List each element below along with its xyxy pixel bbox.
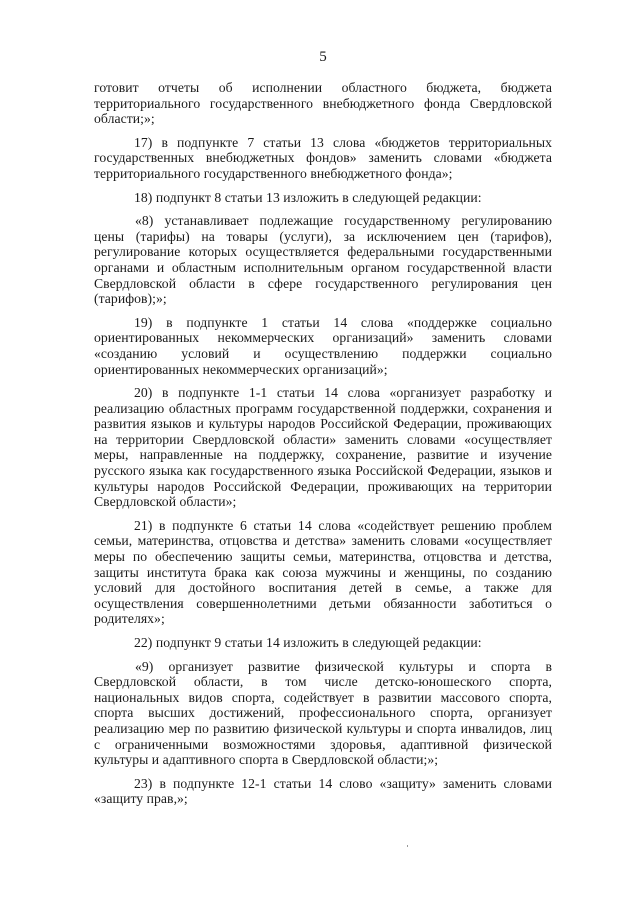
paragraph-item-22-quote: «9) организует развитие физической культуры и спорта в Свердловской области, в том числе детско-юношеского спорта, национальных видов спорта, содействует в развитии массового спорта, спорта высших достижений, профессионального спорта, организует реализацию мер по развитию физической культуры и спорта инвалидов, лиц с ограниченными возможностями здоровья, адаптивной физической культуры и адаптивного спорта в Свердловской области;»;	[94, 658, 552, 768]
paragraph-continuation: готовит отчеты об исполнении областного бюджета, бюджета территориального государственного внебюджетного фонда Свердловской области;»;	[94, 80, 552, 127]
paragraph-item-18: 18) подпункт 8 статьи 13 изложить в следующей редакции:	[134, 189, 482, 205]
paragraph-item-19: 19) в подпункте 1 статьи 14 слова «поддержке социально ориентированных некоммерческих организаций» заменить словами «созданию условий и осуществлению поддержки социально ориентированных некоммерческих организаций»;	[94, 314, 552, 377]
paragraph-item-20: 20) в подпункте 1-1 статьи 14 слова «организует разработку и реализацию областных программ государственной поддержки, сохранения и развития языков и культуры народов Российской Федерации, проживающих на территории Свердловской области» заменить словами «осуществляет меры, направленные на поддержку, сохранение, развитие и изучение русского языка как государственного языка Российской Федерации, языков и культуры народов Российской Федерации, проживающих на территории Свердловской области»;	[94, 385, 552, 510]
paragraph-item-23: 23) в подпункте 12-1 статьи 14 слово «защиту» заменить словами «защиту прав,»;	[94, 775, 552, 807]
scan-speck	[407, 845, 408, 847]
paragraph-item-18-quote: «8) устанавливает подлежащие государственному регулированию цены (тарифы) на товары (услуги), за исключением цен (тарифов), регулирование которых осуществляется федеральными государственными органами и областным исполнительным органом государственной власти Свердловской области в сфере государственного регулирования цен (тарифов);»;	[94, 213, 552, 307]
paragraph-item-17: 17) в подпункте 7 статьи 13 слова «бюджетов территориальных государственных внебюджетных фондов» заменить словами «бюджета территориального государственного внебюджетного фонда»;	[94, 134, 552, 181]
paragraph-item-22: 22) подпункт 9 статьи 14 изложить в следующей редакции:	[134, 635, 482, 650]
paragraph-item-21: 21) в подпункте 6 статьи 14 слова «содействует решению проблем семьи, материнства, отцовства и детства» заменить словами «осуществляет меры по обеспечению защиты семьи, материнства, отцовства и детства, защиты института брака как союза мужчины и женщины, по созданию условий для достойного воспитания детей в семье, а также для осуществления совершеннолетними детьми обязанности заботиться о родителях»;	[94, 517, 552, 627]
page-number: 5	[319, 49, 327, 65]
